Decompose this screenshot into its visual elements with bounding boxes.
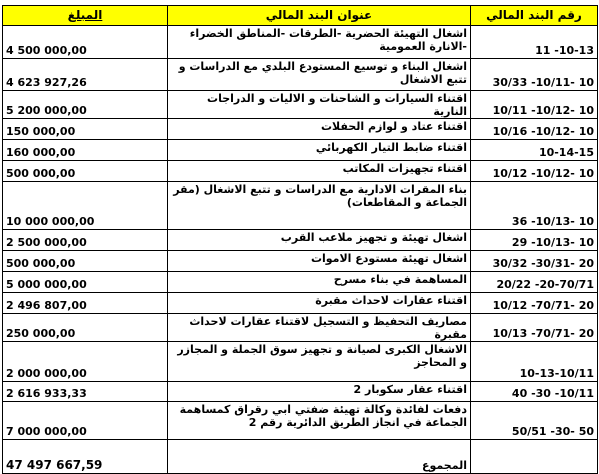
row-title: اقتناء عقار سكوبار 2 xyxy=(168,382,471,402)
row-code: 10 -10/13- 29 xyxy=(471,230,598,251)
row-code: 10 -10/12- 10/12 xyxy=(471,161,598,182)
header-code: رقم البند المالي xyxy=(471,6,598,26)
table-row xyxy=(3,293,598,314)
row-title: اقتناء عقارات لاحداث مقبرة xyxy=(168,293,471,314)
table-row xyxy=(3,182,598,230)
table-row xyxy=(3,402,598,440)
row-code: 10 -10/11- 30/33 xyxy=(471,59,598,91)
header-row xyxy=(3,6,598,26)
total-code xyxy=(471,440,598,474)
table-row xyxy=(3,140,598,161)
total-amount: 47 497 667,59 xyxy=(3,440,168,474)
row-amount: 4 623 927,26 xyxy=(3,59,168,91)
table-row xyxy=(3,26,598,59)
row-amount: 2 500 000,00 xyxy=(3,230,168,251)
table-row xyxy=(3,161,598,182)
row-title: بناء المقرات الادارية مع الدراسات و تتبع الاشغال (مقر الجماعة و المقاطعات) xyxy=(168,182,471,230)
row-title: اقتناء عتاد و لوازم الحفلات xyxy=(168,119,471,140)
row-title: اقتناء ضابط التيار الكهربائي xyxy=(168,140,471,161)
row-code: 50 -30- 50/51 xyxy=(471,402,598,440)
row-title: مصاريف التحفيظ و التسجيل لاقتناء عقارات لاحداث مقبرة xyxy=(168,314,471,342)
table-row xyxy=(3,382,598,402)
row-amount: 4 500 000,00 xyxy=(3,26,168,59)
row-title: اقتناء السيارات و الشاحنات و الاليات و الدراجات النارية xyxy=(168,91,471,119)
row-amount: 150 000,00 xyxy=(3,119,168,140)
header-title: عنوان البند المالي xyxy=(168,6,471,26)
row-title: اقتناء تجهيزات المكاتب xyxy=(168,161,471,182)
row-amount: 2 616 933,33 xyxy=(3,382,168,402)
row-title: دفعات لفائدة وكالة تهيئة ضفتي ابي رقراق كمساهمة الجماعة في انجاز الطريق الدائرية رقم 2 xyxy=(168,402,471,440)
row-amount: 2 496 807,00 xyxy=(3,293,168,314)
table-row xyxy=(3,251,598,272)
row-title: الاشغال الكبرى لصيانة و تجهيز سوق الجملة و المجازر و المحاجز xyxy=(168,342,471,382)
row-amount: 250 000,00 xyxy=(3,314,168,342)
row-code: 10-13-10/11 xyxy=(471,342,598,382)
row-amount: 2 000 000,00 xyxy=(3,342,168,382)
header-amount: المبلغ xyxy=(3,6,168,26)
row-amount: 10 000 000,00 xyxy=(3,182,168,230)
row-amount: 5 000 000,00 xyxy=(3,272,168,293)
row-title: اشغال البناء و توسيع المستودع البلدي مع الدراسات و تتبع الاشغال xyxy=(168,59,471,91)
row-title: اشغال تهيئة مستودع الاموات xyxy=(168,251,471,272)
row-amount: 160 000,00 xyxy=(3,140,168,161)
row-code: 20 -70/71- 10/13 xyxy=(471,314,598,342)
row-amount: 500 000,00 xyxy=(3,161,168,182)
table-row xyxy=(3,91,598,119)
row-code: 20 -30/31- 30/32 xyxy=(471,251,598,272)
table-row xyxy=(3,314,598,342)
table-row xyxy=(3,119,598,140)
total-label: المجموع xyxy=(168,440,471,474)
table-row xyxy=(3,59,598,91)
row-code: 10 -10/13- 36 xyxy=(471,182,598,230)
row-amount: 7 000 000,00 xyxy=(3,402,168,440)
row-title: المساهمة في بناء مسرح xyxy=(168,272,471,293)
row-title: اشغال تهيئة و تجهيز ملاعب القرب xyxy=(168,230,471,251)
table-row xyxy=(3,342,598,382)
budget-table xyxy=(2,5,598,474)
row-amount: 500 000,00 xyxy=(3,251,168,272)
row-code: 20-70/71- 20/22 xyxy=(471,272,598,293)
row-code: 10 -10/12- 10/11 xyxy=(471,91,598,119)
table-row xyxy=(3,230,598,251)
row-code: 10-14-15 xyxy=(471,140,598,161)
table-row xyxy=(3,272,598,293)
row-amount: 5 200 000,00 xyxy=(3,91,168,119)
row-title: اشغال التهيئة الحضرية -الطرقات -المناطق الخضراء -الانارة العمومية xyxy=(168,26,471,59)
row-code: 20 -70/71- 10/12 xyxy=(471,293,598,314)
row-code: 10/11- 30- 40 xyxy=(471,382,598,402)
row-code: 10-13- 11 xyxy=(471,26,598,59)
row-code: 10 -10/12- 10/16 xyxy=(471,119,598,140)
total-row xyxy=(3,440,598,474)
